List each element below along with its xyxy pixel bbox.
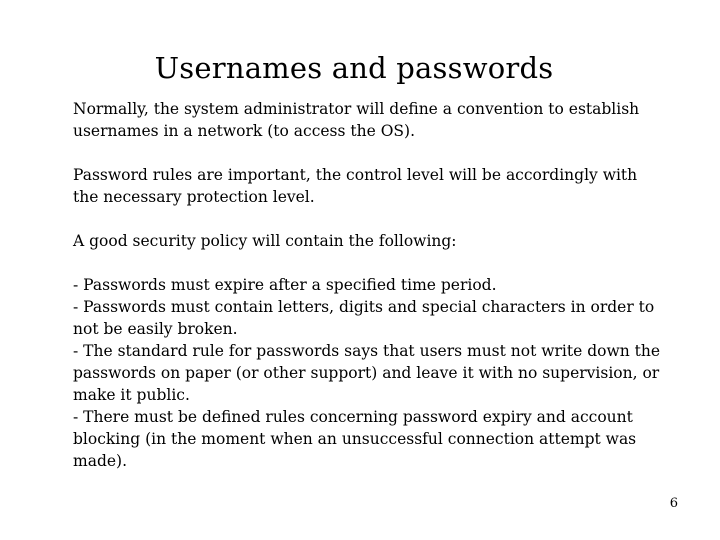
spacer [73, 208, 663, 230]
page-number: 6 [669, 496, 678, 511]
list-item-expiry: - Passwords must expire after a specified time period. [73, 276, 497, 294]
spacer [73, 142, 663, 164]
slide-title: Usernames and passwords [154, 51, 554, 85]
paragraph-policy-intro: A good security policy will contain the following: [73, 232, 457, 250]
spacer [73, 252, 663, 274]
paragraph-usernames: Normally, the system administrator will define a convention to establish usernames in a network (to access the OS). [73, 100, 640, 140]
list-item-blocking: - There must be defined rules concerning password expiry and account blocking (in the moment when an unsuccessful connection attempt was made). [73, 408, 637, 470]
list-item-characters: - Passwords must contain letters, digits and special characters in order to not be easily broken. [73, 298, 655, 338]
paragraph-password-rules: Password rules are important, the control level will be accordingly with the necessary protection level. [73, 166, 638, 206]
slide-body [73, 98, 663, 472]
list-item-write-down: - The standard rule for passwords says that users must not write down the passwords on paper (or other support) and leave it with no supervision, or make it public. [73, 342, 661, 404]
